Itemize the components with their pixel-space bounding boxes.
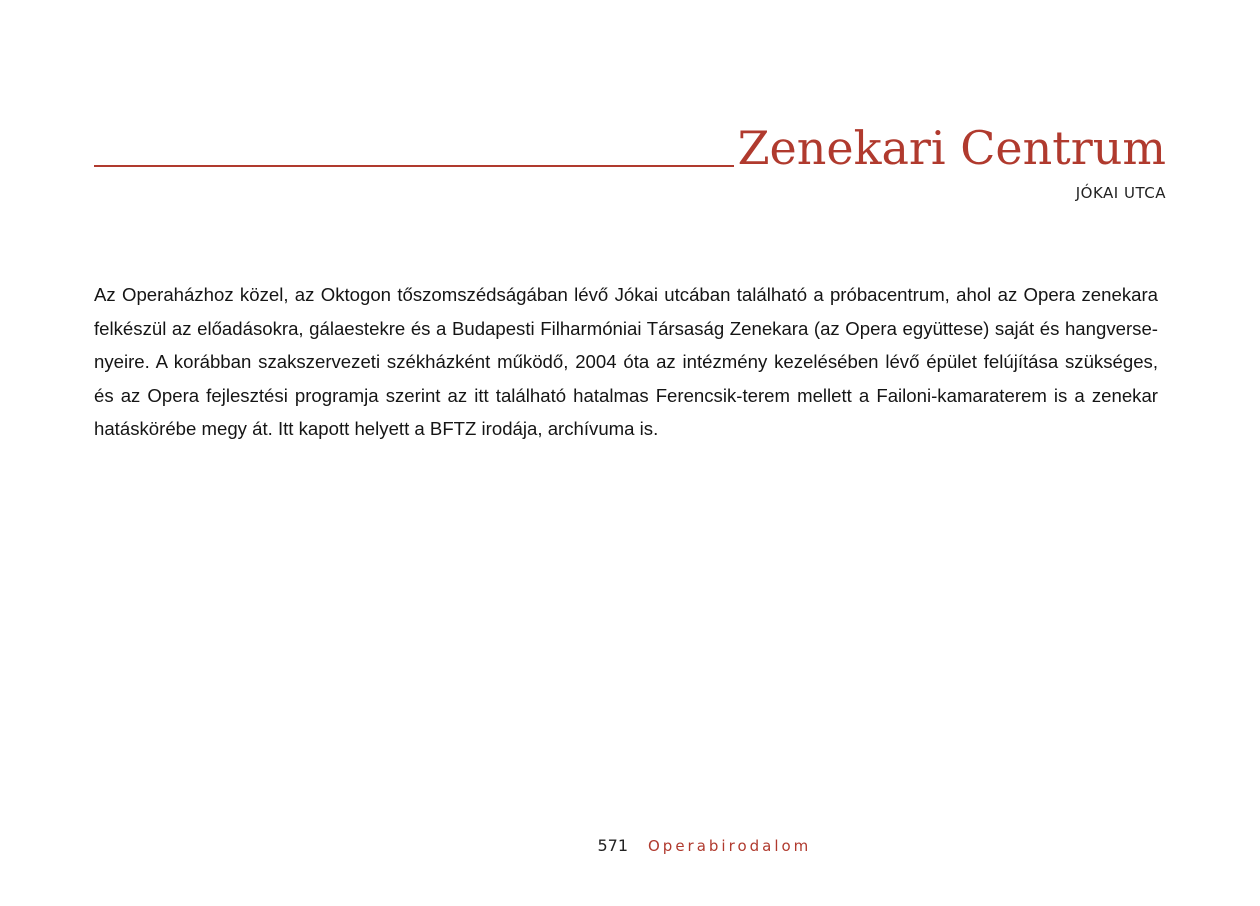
header-rule	[94, 165, 734, 167]
page-subtitle: JÓKAI UTCA	[1075, 184, 1166, 202]
page-number: 571	[597, 836, 628, 855]
body-paragraph: Az Operaházhoz közel, az Oktogon tőszomszédságában lévő Jókai utcában található a próbacentrum, ahol az Opera zenekara felkészül az előadásokra, gálaestekre és a Budapesti Filharmóniai Társaság Zenekara (az Opera együttese) saját és hangversenyeire. A korábban szakszervezeti székházként működő, 2004 óta az intézmény kezelésében lévő épület felújítása szükséges, és az Opera fejlesztési programja szerint az itt található hatalmas Ferencsik-terem mellett a Failoni-kamaraterem is a zenekar hatáskörébe megy át. Itt kapott helyett a BFTZ irodája, archívuma is.	[94, 284, 1158, 439]
page-title: Zenekari Centrum	[737, 121, 1166, 175]
page-footer	[0, 836, 1260, 862]
chapter-header	[94, 118, 1166, 208]
running-title: Operabirodalom	[648, 837, 812, 855]
